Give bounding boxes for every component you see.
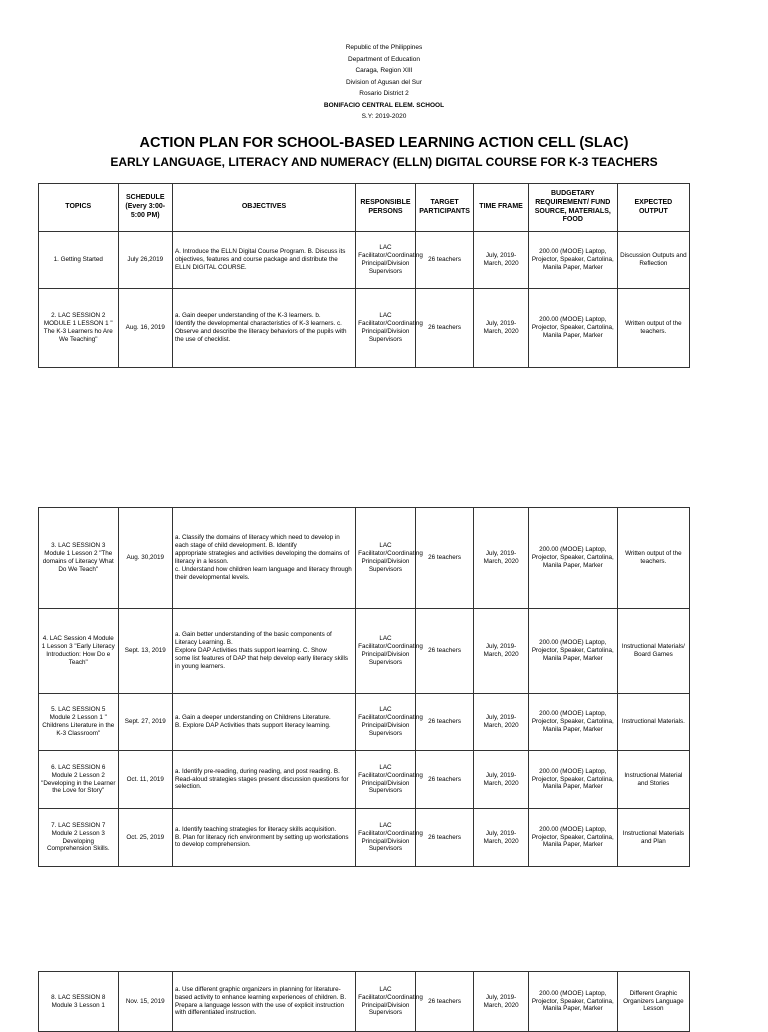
topic-cell: 2. LAC SESSION 2 MODULE 1 LESSON 1 " The K-3 Learners ho Are We Teaching" [39,289,119,368]
schedule-cell: July 26,2019 [118,232,172,289]
budget-cell: 200.00 (MOOE) Laptop, Projector, Speaker, Cartolina, Manila Paper, Marker [528,809,617,867]
target-participants-cell: 26 teachers [415,972,474,1032]
responsible-persons-cell: LAC Facilitator/Coordinating Principal/Division Supervisors [356,508,416,609]
budget-cell: 200.00 (MOOE) Laptop, Projector, Speaker, Cartolina, Manila Paper, Marker [528,972,617,1032]
objectives-cell [172,694,355,751]
topic-cell: 4. LAC Session 4 Module 1 Lesson 3 "Early Literacy Introduction: How Do e Teach" [39,609,119,694]
time-frame-cell: July, 2019- March, 2020 [474,508,528,609]
topic-cell: 8. LAC SESSION 8 Module 3 Lesson 1 [39,972,119,1032]
time-frame-cell: July, 2019- March, 2020 [474,289,528,368]
column-header: TIME FRAME [474,184,528,232]
target-participants-cell: 26 teachers [415,609,474,694]
budget-cell: 200.00 (MOOE) Laptop, Projector, Speaker, Cartolina, Manila Paper, Marker [528,751,617,809]
table-row [39,609,690,694]
objective-line: a. Gain a deeper understanding on Childrens Literature. [174,714,331,722]
header-school-year: S.Y: 2019-2020 [361,113,407,120]
expected-output-cell: Instructional Materials/ Board Games [617,609,689,694]
time-frame-cell: July, 2019- March, 2020 [474,694,528,751]
expected-output-cell: Instructional Materials and Plan [617,809,689,867]
header-division: Division of Agusan del Sur [346,78,422,86]
responsible-persons-cell: LAC Facilitator/Coordinating Principal/Division Supervisors [356,809,416,867]
schedule-cell: Aug. 30,2019 [118,508,172,609]
column-header: TARGET PARTICIPANTS [415,184,474,232]
objective-line: a. Identify pre-reading, during reading, and post reading. B. [174,767,340,775]
target-participants-cell: 26 teachers [415,809,474,867]
objective-line: B. Plan for literacy rich environment by setting up workstations to develop comprehension. [174,833,349,849]
objective-line: Observe and describe the literacy behaviors of the pupils with the use of checklist. [174,328,347,343]
expected-output-cell: Different Graphic Organizers Language Lesson [617,972,689,1032]
column-header: SCHEDULE (Every 3:00-5:00 PM) [118,184,172,232]
table-row [39,508,690,609]
expected-output-cell: Instructional Materials. [617,694,689,751]
objectives-cell [172,289,355,368]
responsible-persons-cell: LAC Facilitator/Coordinating Principal/Division Supervisors [356,232,416,289]
table-row [39,232,690,289]
objectives-cell [172,972,355,1032]
target-participants-cell: 26 teachers [415,751,474,809]
topic-cell: 5. LAC SESSION 5 Module 2 Lesson 1 " Childrens Literature in the K-3 Classroom" [39,694,119,751]
budget-cell: 200.00 (MOOE) Laptop, Projector, Speaker, Cartolina, Manila Paper, Marker [528,609,617,694]
target-participants-cell: 26 teachers [415,694,474,751]
time-frame-cell: July, 2019- March, 2020 [474,809,528,867]
budget-cell: 200.00 (MOOE) Laptop, Projector, Speaker, Cartolina, Manila Paper, Marker [528,508,617,609]
document-header [0,42,768,123]
objective-line: a. Gain better understanding of the basic components of Literacy Learning. B. [174,631,332,647]
time-frame-cell: July, 2019- March, 2020 [474,609,528,694]
responsible-persons-cell: LAC Facilitator/Coordinating Principal/Division Supervisors [356,972,416,1032]
expected-output-cell: Instructional Material and Stories [617,751,689,809]
objective-line: B. Explore DAP Activities thats support literacy learning. [174,722,331,729]
time-frame-cell: July, 2019- March, 2020 [474,232,528,289]
page-title: ACTION PLAN FOR SCHOOL-BASED LEARNING ACTION CELL (SLAC) [139,135,629,151]
header-department: Department of Education [348,55,420,63]
table-row [39,751,690,809]
column-header: TOPICS [39,184,119,232]
header-district: Rosario District 2 [359,90,409,97]
schedule-cell: Sept. 27, 2019 [118,694,172,751]
topic-cell: 6. LAC SESSION 6 Module 2 Lesson 2 "Developing in the Learner the Love for Story" [39,751,119,809]
column-header: EXPECTED OUTPUT [617,184,689,232]
objectives-cell [172,232,355,289]
objective-line: appropriate strategies and activities developing the domains of literacy in a lesson. [174,550,350,565]
schedule-cell: Oct. 25, 2019 [118,809,172,867]
objective-line: A. Introduce the ELLN Digital Course Program. B. Discuss its objectives, features and course package and distribute the ELLN DIGITAL COURSE. [174,248,346,271]
table-header-row [39,184,690,232]
table-row [39,809,690,867]
action-plan-table-3 [38,971,690,1032]
objective-line: a. Classify the domains of literacy which need to develop in each stage of child development. B. Identify [174,534,340,550]
expected-output-cell: Written output of the teachers. [617,289,689,368]
objective-line: Read-aloud strategies stages present discussion questions for selection. [174,775,349,791]
action-plan-table-1 [38,183,690,368]
page-subtitle: EARLY LANGUAGE, LITERACY AND NUMERACY (ELLN) DIGITAL COURSE FOR K-3 TEACHERS [110,155,658,169]
schedule-cell: Oct. 11, 2019 [118,751,172,809]
topic-cell: 1. Getting Started [39,232,119,289]
table-row [39,694,690,751]
column-header: BUDGETARY REQUIREMENT/ FUND SOURCE, MATERIALS, FOOD [528,184,617,232]
time-frame-cell: July, 2019- March, 2020 [474,972,528,1032]
objective-line: some list features of DAP that help develop early literacy skills in young learners. [174,654,349,670]
objectives-cell [172,508,355,609]
responsible-persons-cell: LAC Facilitator/Coordinating Principal/Division Supervisors [356,751,416,809]
header-region: Caraga, Region XIII [355,67,413,74]
objectives-cell [172,609,355,694]
target-participants-cell: 26 teachers [415,289,474,368]
objective-line: a. Identify teaching strategies for literacy skills acquisition. [174,825,337,833]
objective-line: Identify the developmental characteristics of K-3 learners. c. [174,320,342,328]
action-plan-table-2 [38,507,690,867]
topic-cell: 3. LAC SESSION 3 Module 1 Lesson 2 "The domains of Literacy What Do We Teach" [39,508,119,609]
column-header: RESPONSIBLE PERSONS [356,184,416,232]
header-country: Republic of the Philippines [345,44,423,51]
table-row [39,289,690,368]
objective-line: c. Understand how children learn language and literacy through their developmental levels. [174,565,352,581]
budget-cell: 200.00 (MOOE) Laptop, Projector, Speaker, Cartolina, Manila Paper, Marker [528,289,617,368]
schedule-cell: Aug. 16, 2019 [118,289,172,368]
responsible-persons-cell: LAC Facilitator/Coordinating Principal/Division Supervisors [356,694,416,751]
responsible-persons-cell: LAC Facilitator/Coordinating Principal/Division Supervisors [356,609,416,694]
header-school: BONIFACIO CENTRAL ELEM. SCHOOL [323,101,445,109]
objective-line: a. Use different graphic organizers in planning for literature-based activity to enhance learning experiences of children. B. Prepare a language lesson with the use of explicit instruction with differentiated instruction. [174,985,347,1017]
objectives-cell [172,809,355,867]
schedule-cell: Nov. 15, 2019 [118,972,172,1032]
target-participants-cell: 26 teachers [415,232,474,289]
objective-line: Explore DAP Activities thats support learning. C. Show [174,647,327,655]
responsible-persons-cell: LAC Facilitator/Coordinating Principal/Division Supervisors [356,289,416,368]
objectives-cell [172,751,355,809]
budget-cell: 200.00 (MOOE) Laptop, Projector, Speaker, Cartolina, Manila Paper, Marker [528,694,617,751]
objective-line: a. Gain deeper understanding of the K-3 learners. b. [174,312,321,320]
expected-output-cell: Written output of the teachers. [617,508,689,609]
time-frame-cell: July, 2019- March, 2020 [474,751,528,809]
topic-cell: 7. LAC SESSION 7 Module 2 Lesson 3 Developing Comprehension Skills. [39,809,119,867]
budget-cell: 200.00 (MOOE) Laptop, Projector, Speaker, Cartolina, Manila Paper, Marker [528,232,617,289]
target-participants-cell: 26 teachers [415,508,474,609]
expected-output-cell: Discussion Outputs and Reflection [617,232,689,289]
table-row [39,972,690,1032]
schedule-cell: Sept. 13, 2019 [118,609,172,694]
column-header: OBJECTIVES [172,184,355,232]
